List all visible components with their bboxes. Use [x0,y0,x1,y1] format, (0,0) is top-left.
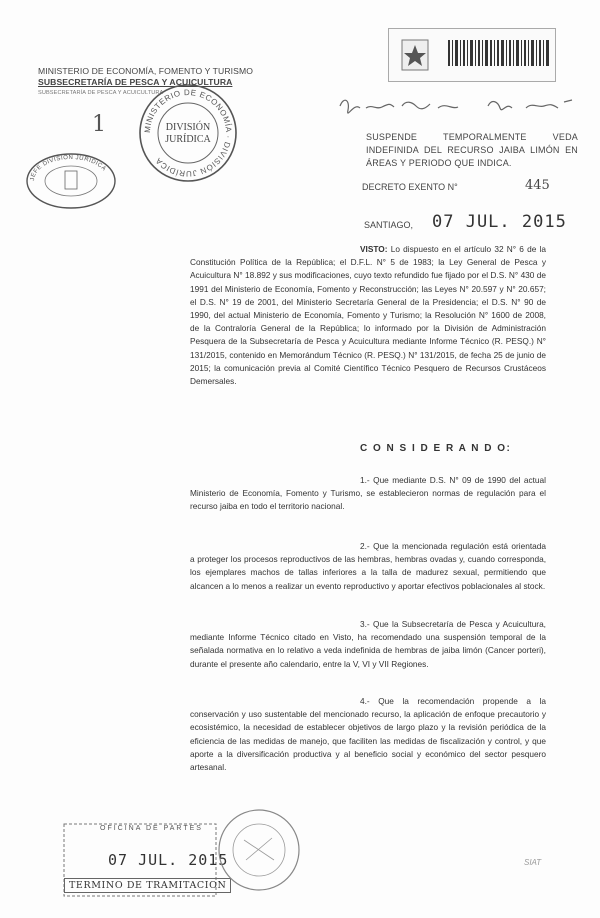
jefe-division-stamp [24,151,118,211]
footer-initials: SIAT [524,858,542,867]
division-juridica-stamp [137,82,239,184]
oficina-partes-label: OFICINA DE PARTES [100,825,203,832]
ministry-line-1: MINISTERIO DE ECONOMÍA, FOMENTO Y TURISMO [38,66,253,76]
document-date: 07 JUL. 2015 [432,212,567,232]
government-crest-icon [398,36,432,74]
round-stamp-ring-text: MINISTERIO DE ECONOMÍA · DIVISIÓN JURÍDICA [142,87,234,179]
considerando-heading: C O N S I D E R A N D O: [360,443,512,454]
document-title: SUSPENDE TEMPORALMENTE VEDA INDEFINIDA DEL RECURSO JAIBA LIMÓN EN ÁREAS Y PERIODO QUE INDICA. [366,132,578,168]
considerando-item-4: 4.- Que la recomendación propende a la conservación y uso sustentable del mencionado recurso, la aplicación de enfoque precautorio y ecosistémico, la necesidad de establecer objetivos de largo plazo y la revisión periódica de la eficiencia de las medidas de manejo, que faciliten las medidas de fiscalización y control, y que aporte a la diversificación productiva y al beneficio social y económico del sector pesquero artesanal. [190,696,546,773]
decreto-number: 445 [525,178,550,193]
round-stamp-center-2: JURÍDICA [165,134,211,145]
considerando-item-2: 2.- Que la mencionada regulación está orientada a proteger los procesos reproductivos de las hembras, hembras ovadas y, cuando corresponda, los ejemplares machos de tallas inferiores a la talla de madurez sexual, permitiendo que alcancen a lo menos a realizar un evento reproductivo y aportar efectivos poblacionales al stock. [190,541,546,591]
round-stamp-center-1: DIVISIÓN [165,122,211,133]
tramitacion-label: TERMINO DE TRAMITACION [64,878,231,893]
barcode-icon [448,40,550,66]
place-label: SANTIAGO, [364,220,414,230]
handwritten-note [338,92,578,116]
oval-stamp-text: JEFE DIVISIÓN JURÍDICA [29,154,108,182]
visto-label: VISTO: [360,244,388,254]
page-number: 1 [92,112,106,137]
ministry-line-3: SUBSECRETARÍA DE PESCA Y ACUICULTURA [38,90,164,96]
reception-date: 07 JUL. 2015 [108,851,229,869]
considerando-item-1: 1.- Que mediante D.S. N° 09 de 1990 del actual Ministerio de Economía, Fomento y Turismo, se establecieron normas de regulación para el recurso jaiba en todo el territorio nacional. [190,475,546,512]
ministry-line-2: SUBSECRETARÍA DE PESCA Y ACUICULTURA [38,77,233,87]
considerando-item-3: 3.- Que la Subsecretaría de Pesca y Acuicultura, mediante Informe Técnico citado en Visto, ha recomendado una suspensión temporal de la señalada normativa en lo relativo a veda indefinida de hembras de jaiba limón (Cancer porteri), durante el presente año calendario, entre la V, VI y VII Regiones. [190,619,546,669]
visto-text: Lo dispuesto en el artículo 32 N° 6 de la Constitución Política de la República; el D.F.L. N° 5 de 1983; la Ley General de Pesca y Acuicultura N° 18.892 y sus modificaciones, cuyo texto refundido fue fijado por el D.S. N° 430 de 1991 del Ministerio de Economía, Fomento y Reconstrucción; las Leyes N° 20.597 y N° 20.657; el D.S. N° 19 de 2001, del Ministerio Secretaría General de la Presidencia; el D.S. N° 90 de 1990, del actual Ministerio de Economía, Fomento y Turismo; la Resolución N° 1600 de 2008, de la Contraloría General de la República; lo informado por la División de Administración Pesquera de la Subsecretaría de Pesca y Acuicultura mediante Informe Técnico (R. PESQ.) N° 131/2015, contenido en Memorándum Técnico (R. PESQ.) N° 131/2015, de fecha 25 de junio de 2015; la comunicación previa al Comité Científico Técnico Pesquero de Recursos Crustáceos Demersales. [190,244,546,387]
decreto-label: DECRETO EXENTO N° [362,182,458,192]
visto-paragraph [190,243,546,388]
contraloria-stamp [214,800,304,900]
